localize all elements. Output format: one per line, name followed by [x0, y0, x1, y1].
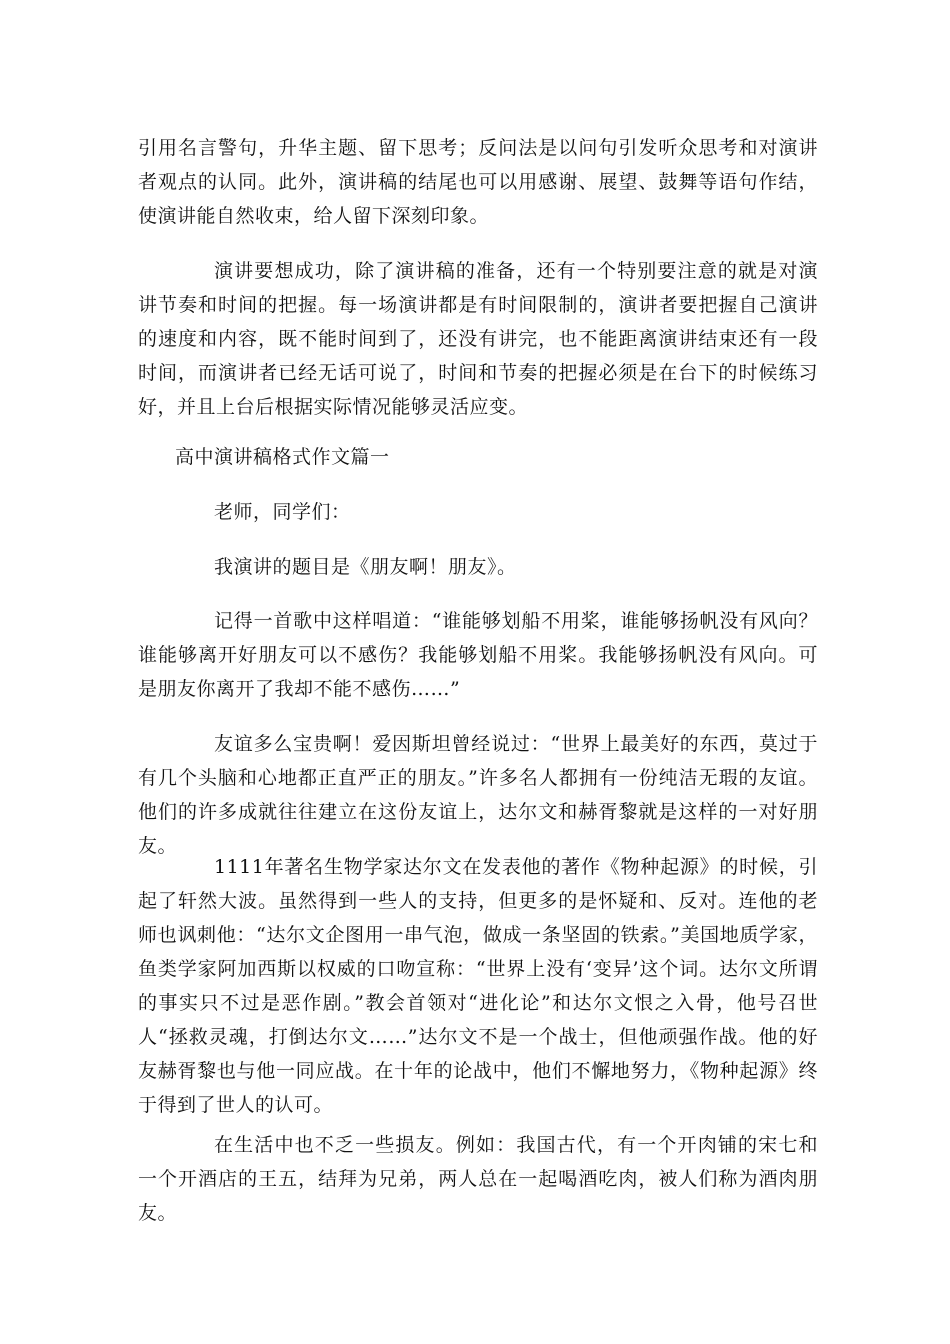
paragraph-text: 演讲要想成功，除了演讲稿的准备，还有一个特别要注意的就是对演讲节奏和时间的把握。每一场演讲都是有时间限制的，演讲者要把握自己演讲的速度和内容，既不能时间到了，还没有讲完，也不能距离演讲结束还有一段时间，而演讲者已经无话可说了，时间和节奏的把握必须是在台下的时候练习好，并且上台后根据实际情况能够灵活应变。: [138, 260, 818, 418]
paragraph-text: 引用名言警句，升华主题、留下思考；反问法是以问句引发听众思考和对演讲者观点的认同。此外，演讲稿的结尾也可以用感谢、展望、鼓舞等语句作结，使演讲能自然收束，给人留下深刻印象。: [138, 137, 818, 227]
paragraph-greeting: [138, 495, 818, 529]
paragraph-friendship-value: [138, 727, 818, 863]
paragraph-text: 我演讲的题目是《朋友啊！朋友》。: [214, 556, 517, 578]
paragraph-closing-techniques: [138, 131, 818, 233]
paragraph-text: 记得一首歌中这样唱道：“谁能够划船不用桨，谁能够扬帆没有风向？谁能够离开好朋友可以不感伤？我能够划船不用桨。我能够扬帆没有风向。可是朋友你离开了我却不能不感伤……”: [138, 610, 818, 700]
paragraph-text: 老师，同学们：: [214, 501, 351, 523]
paragraph-timing: [138, 254, 818, 424]
paragraph-text: 友谊多么宝贵啊！爱因斯坦曾经说过：“世界上最美好的东西，莫过于有几个头脑和心地都正直严正的朋友。”许多名人都拥有一份纯洁无瑕的友谊。他们的许多成就往往建立在这份友谊上，达尔文和赫胥黎就是这样的一对好朋友。: [138, 733, 818, 857]
paragraph-text: 1111年著名生物学家达尔文在发表他的著作《物种起源》的时候，引起了轩然大波。虽然得到一些人的支持，但更多的是怀疑和、反对。连他的老师也讽刺他：“达尔文企图用一串气泡，做成一条坚固的铁索。”美国地质学家，鱼类学家阿加西斯以权威的口吻宣称：“世界上没有‘变异’这个词。达尔文所谓的事实只不过是恶作剧。”教会首领对“进化论”和达尔文恨之入骨，他号召世人“拯救灵魂，打倒达尔文……”达尔文不是一个战士，但他顽强作战。他的好友赫胥黎也与他一同应战。在十年的论战中，他们不懈地努力，《物种起源》终于得到了世人的认可。: [138, 856, 818, 1116]
paragraph-speech-title: [138, 550, 818, 584]
paragraph-text: 在生活中也不乏一些损友。例如：我国古代，有一个开肉铺的宋七和一个开酒店的王五，结拜为兄弟，两人总在一起喝酒吃肉，被人们称为酒肉朋友。: [138, 1134, 818, 1224]
paragraph-darwin-huxley: [138, 850, 818, 1122]
section-heading: 高中演讲稿格式作文篇一: [175, 446, 390, 468]
paragraph-song-quote: [138, 604, 818, 706]
paragraph-bad-friends: [138, 1128, 818, 1230]
